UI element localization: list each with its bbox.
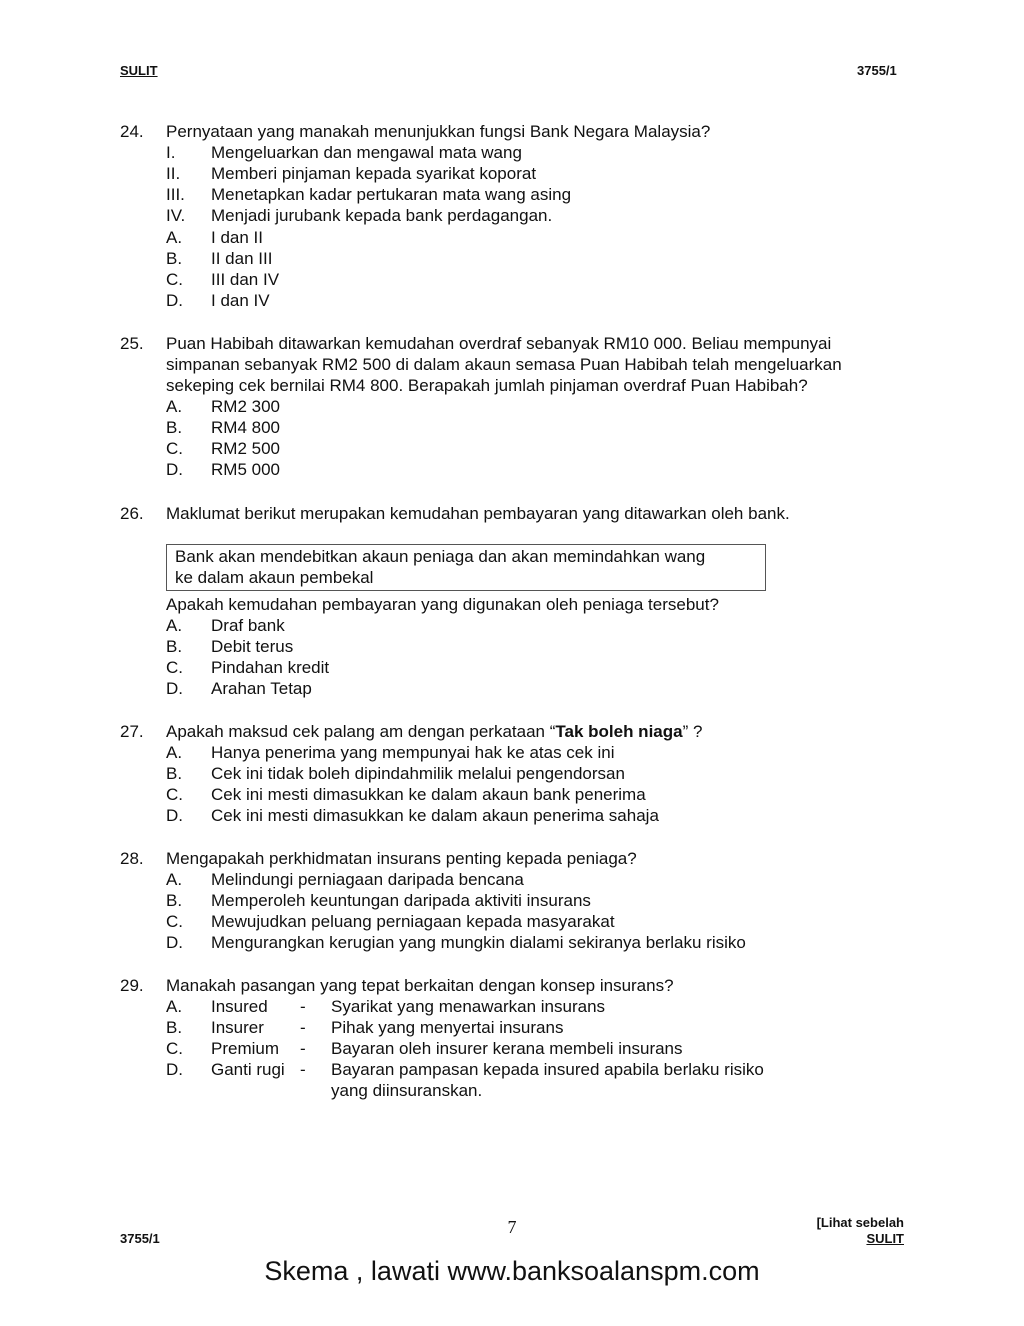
option-text: II dan III <box>211 249 273 268</box>
option-text: Cek ini tidak boleh dipindahmilik melalui pengendorsan <box>211 764 625 783</box>
question-stem-line: simpanan sebanyak RM2 500 di dalam akaun semasa Puan Habibah telah mengeluarkan <box>166 355 842 374</box>
option-text: Memperoleh keuntungan daripada aktiviti insurans <box>211 891 591 910</box>
footer-see-next: [Lihat sebelah <box>816 1215 904 1230</box>
option-term: Premium <box>211 1039 280 1058</box>
option-text: Pindahan kredit <box>211 658 330 677</box>
header-classification: SULIT <box>120 63 158 78</box>
option-text: Arahan Tetap <box>211 679 312 698</box>
option-text: Hanya penerima yang mempunyai hak ke atas cek ini <box>211 743 615 762</box>
option-definition-continued: yang diinsuranskan. <box>331 1081 483 1100</box>
option-label: D. <box>166 679 183 698</box>
option-definition: Pihak yang menyertai insurans <box>331 1018 564 1037</box>
option-label: B. <box>166 637 183 656</box>
option-label: D. <box>166 460 183 479</box>
statement-text: Menetapkan kadar pertukaran mata wang asing <box>211 185 572 204</box>
option-text: Mengurangkan kerugian yang mungkin dialami sekiranya berlaku risiko <box>211 933 746 952</box>
statement-label: II. <box>166 164 181 183</box>
option-label: D. <box>166 291 183 310</box>
option-label: C. <box>166 912 183 931</box>
option-label: B. <box>166 1018 183 1037</box>
question-stem: Maklumat berikut merupakan kemudahan pembayaran yang ditawarkan oleh bank. <box>166 504 790 523</box>
option-definition: Syarikat yang menawarkan insurans <box>331 997 606 1016</box>
option-label: D. <box>166 1060 183 1079</box>
question-number: 25. <box>120 334 144 353</box>
question-stem <box>166 721 702 742</box>
question-stem: Manakah pasangan yang tepat berkaitan dengan konsep insurans? <box>166 976 674 995</box>
option-term: Insured <box>211 997 268 1016</box>
stem-text-end: ” ? <box>682 722 703 741</box>
info-box-line: Bank akan mendebitkan akaun peniaga dan akan memindahkan wang <box>175 547 706 566</box>
question-number: 28. <box>120 849 144 868</box>
option-term: Insurer <box>211 1018 264 1037</box>
option-definition: Bayaran oleh insurer kerana membeli insurans <box>331 1039 683 1058</box>
footer-classification: SULIT <box>866 1231 904 1246</box>
option-label: A. <box>166 870 183 889</box>
question-stem-line: sekeping cek bernilai RM4 800. Berapakah jumlah pinjaman overdraf Puan Habibah? <box>166 376 808 395</box>
option-text: Draf bank <box>211 616 285 635</box>
statement-label: I. <box>166 143 176 162</box>
option-text: Melindungi perniagaan daripada bencana <box>211 870 524 889</box>
option-label: C. <box>166 270 183 289</box>
stem-keyword: Tak boleh niaga <box>555 722 683 741</box>
option-label: A. <box>166 397 183 416</box>
statement-label: III. <box>166 185 185 204</box>
footer-paper-code: 3755/1 <box>120 1231 160 1246</box>
question-stem: Pernyataan yang manakah menunjukkan fungsi Bank Negara Malaysia? <box>166 122 711 141</box>
option-text: RM2 500 <box>211 439 280 458</box>
option-text: RM5 000 <box>211 460 280 479</box>
option-text: Cek ini mesti dimasukkan ke dalam akaun bank penerima <box>211 785 646 804</box>
option-text: Cek ini mesti dimasukkan ke dalam akaun penerima sahaja <box>211 806 659 825</box>
option-label: C. <box>166 785 183 804</box>
option-label: A. <box>166 997 183 1016</box>
statement-text: Memberi pinjaman kepada syarikat koporat <box>211 164 537 183</box>
option-label: C. <box>166 439 183 458</box>
stem-text: Apakah maksud cek palang am dengan perkataan “ <box>166 722 556 741</box>
option-dash: - <box>300 997 306 1016</box>
option-term: Ganti rugi <box>211 1060 285 1079</box>
option-dash: - <box>300 1039 306 1058</box>
question-number: 26. <box>120 504 144 523</box>
option-label: A. <box>166 616 183 635</box>
question-stem-line: Puan Habibah ditawarkan kemudahan overdraf sebanyak RM10 000. Beliau mempunyai <box>166 334 832 353</box>
option-text: I dan IV <box>211 291 270 310</box>
info-box-line: ke dalam akaun pembekal <box>175 568 374 587</box>
option-label: B. <box>166 418 183 437</box>
option-label: A. <box>166 228 183 247</box>
question-number: 27. <box>120 722 144 741</box>
option-text: RM2 300 <box>211 397 280 416</box>
info-box <box>166 544 766 591</box>
option-text: Debit terus <box>211 637 294 656</box>
option-label: B. <box>166 764 183 783</box>
question-number: 29. <box>120 976 144 995</box>
option-dash: - <box>300 1018 306 1037</box>
website-banner: Skema , lawati www.banksoalanspm.com <box>264 1256 760 1286</box>
question-stem: Mengapakah perkhidmatan insurans penting kepada peniaga? <box>166 849 637 868</box>
option-text: RM4 800 <box>211 418 280 437</box>
question-number: 24. <box>120 122 144 141</box>
statement-text: Menjadi jurubank kepada bank perdagangan. <box>211 206 553 225</box>
header-paper-code: 3755/1 <box>857 63 897 78</box>
option-text: Mewujudkan peluang perniagaan kepada masyarakat <box>211 912 615 931</box>
page-number: 7 <box>507 1217 517 1237</box>
option-text: III dan IV <box>211 270 280 289</box>
statement-text: Mengeluarkan dan mengawal mata wang <box>211 143 522 162</box>
option-label: D. <box>166 806 183 825</box>
option-dash: - <box>300 1060 306 1079</box>
option-definition: Bayaran pampasan kepada insured apabila berlaku risiko <box>331 1060 764 1079</box>
question-prompt: Apakah kemudahan pembayaran yang digunakan oleh peniaga tersebut? <box>166 595 719 614</box>
option-label: B. <box>166 891 183 910</box>
option-label: C. <box>166 1039 183 1058</box>
option-label: C. <box>166 658 183 677</box>
option-text: I dan II <box>211 228 263 247</box>
option-label: D. <box>166 933 183 952</box>
option-label: B. <box>166 249 183 268</box>
option-label: A. <box>166 743 183 762</box>
statement-label: IV. <box>166 206 186 225</box>
